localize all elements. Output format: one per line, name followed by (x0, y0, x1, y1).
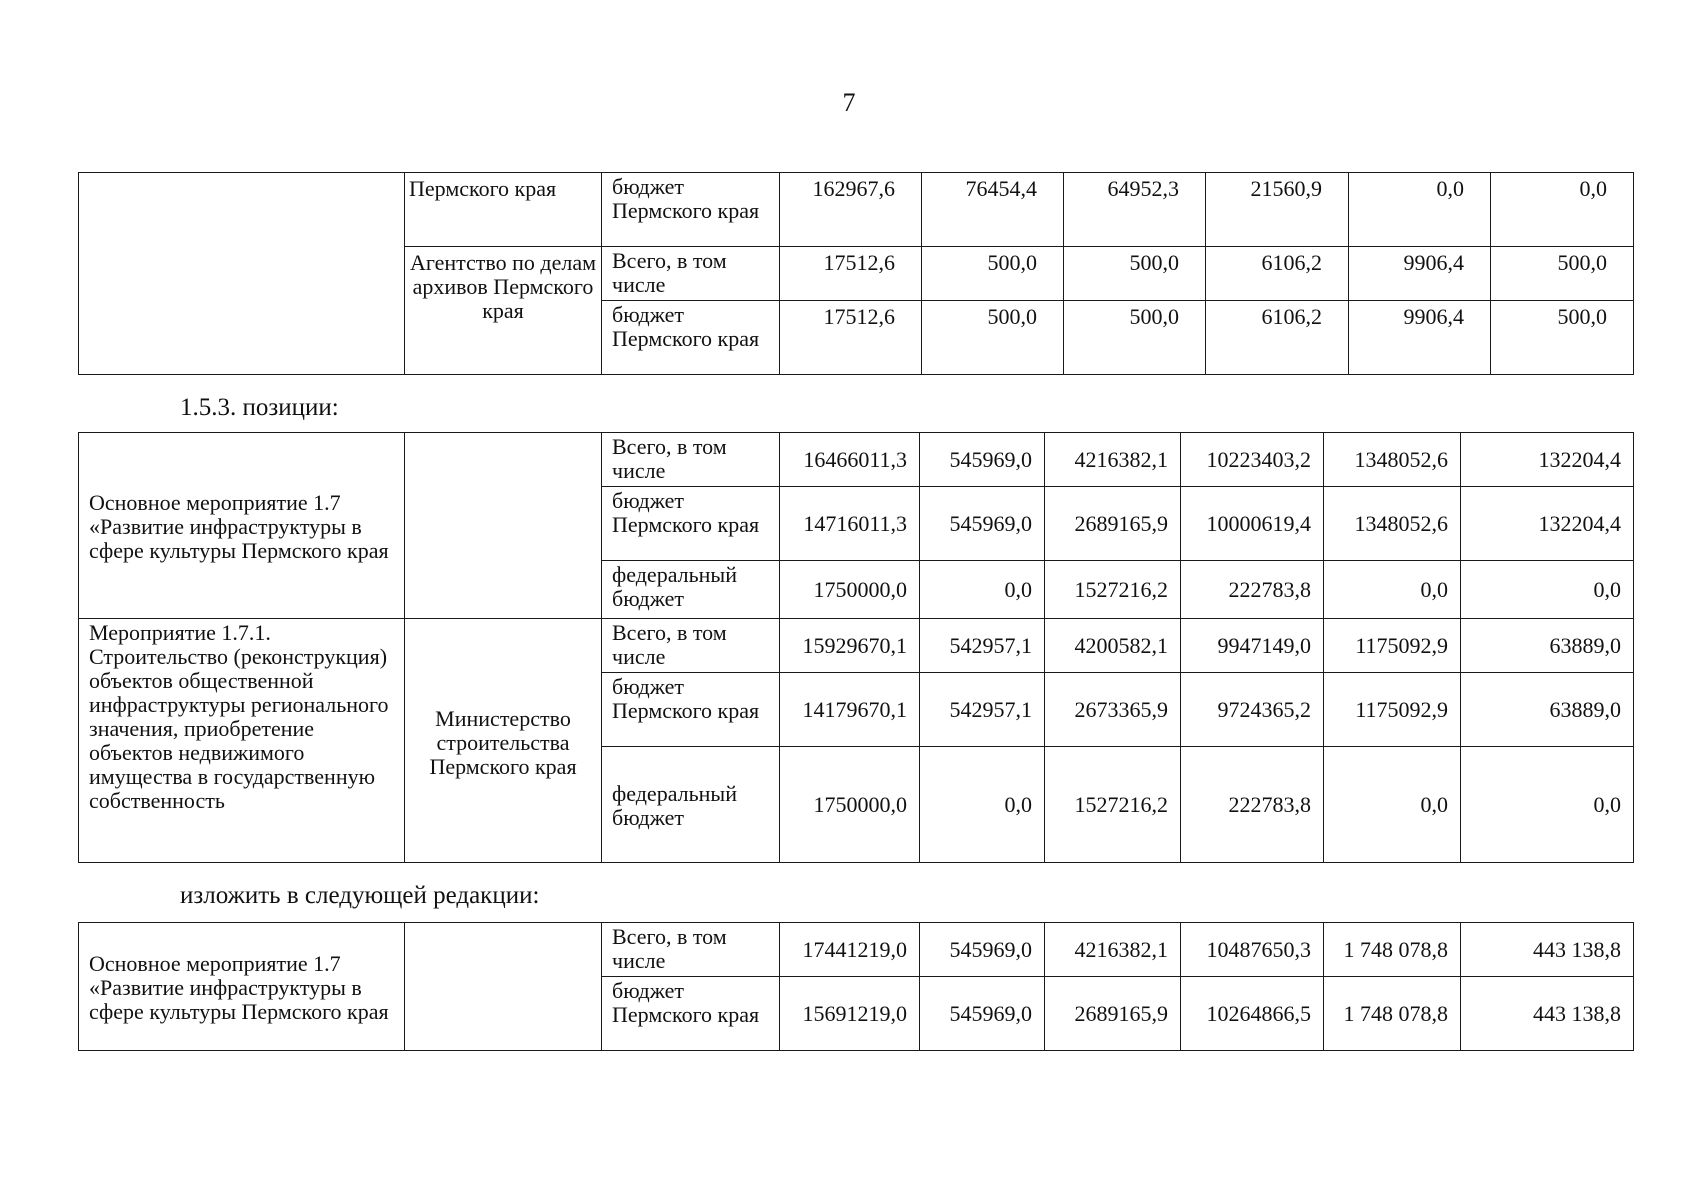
value-cell: 545969,0 (920, 487, 1045, 561)
funding-source-cell: бюджет Пермского края (602, 487, 780, 561)
value-cell: 14716011,3 (780, 487, 920, 561)
executor-cell: Пермского края (405, 173, 602, 247)
value-cell: 0,0 (1324, 561, 1461, 619)
value-cell: 0,0 (1461, 561, 1634, 619)
value-cell: 1527216,2 (1045, 747, 1181, 863)
value-cell: 10000619,4 (1181, 487, 1324, 561)
value-cell: 0,0 (920, 561, 1045, 619)
value-cell: 500,0 (922, 301, 1064, 375)
empty-executor-cell (405, 923, 602, 1051)
funding-source-cell: бюджет Пермского края (602, 301, 780, 375)
value-cell: 500,0 (1491, 247, 1634, 301)
value-cell: 542957,1 (920, 619, 1045, 673)
value-cell: 0,0 (1491, 173, 1634, 247)
value-cell: 4216382,1 (1045, 923, 1181, 977)
budget-table-old (78, 432, 1634, 863)
value-cell: 545969,0 (920, 977, 1045, 1051)
value-cell: 545969,0 (920, 923, 1045, 977)
value-cell: 17441219,0 (780, 923, 920, 977)
value-cell: 4200582,1 (1045, 619, 1181, 673)
section-heading-new-edition: изложить в следующей редакции: (180, 882, 540, 909)
value-cell: 1348052,6 (1324, 433, 1461, 487)
budget-table-new (78, 922, 1634, 1051)
funding-source-cell: бюджет Пермского края (602, 673, 780, 747)
value-cell: 10223403,2 (1181, 433, 1324, 487)
value-cell: 10264866,5 (1181, 977, 1324, 1051)
funding-source-cell: Всего, в том числе (602, 619, 780, 673)
empty-executor-cell (405, 433, 602, 619)
value-cell: 500,0 (1064, 247, 1206, 301)
funding-source-cell: федеральный бюджет (602, 747, 780, 863)
value-cell: 1527216,2 (1045, 561, 1181, 619)
table-row (79, 173, 1634, 247)
value-cell: 0,0 (1324, 747, 1461, 863)
value-cell: 222783,8 (1181, 747, 1324, 863)
value-cell: 0,0 (1349, 173, 1491, 247)
value-cell: 15929670,1 (780, 619, 920, 673)
value-cell: 500,0 (922, 247, 1064, 301)
value-cell: 2689165,9 (1045, 977, 1181, 1051)
value-cell: 443 138,8 (1461, 923, 1634, 977)
value-cell: 2689165,9 (1045, 487, 1181, 561)
value-cell: 1175092,9 (1324, 673, 1461, 747)
table-row (79, 619, 1634, 673)
value-cell: 2673365,9 (1045, 673, 1181, 747)
value-cell: 0,0 (1461, 747, 1634, 863)
empty-name-cell (79, 173, 405, 375)
main-event-name: Основное мероприятие 1.7 «Развитие инфраструктуры в сфере культуры Пермского края (79, 923, 405, 1051)
table-row (79, 923, 1634, 977)
value-cell: 132204,4 (1461, 433, 1634, 487)
funding-source-cell: федеральный бюджет (602, 561, 780, 619)
value-cell: 6106,2 (1206, 301, 1349, 375)
value-cell: 545969,0 (920, 433, 1045, 487)
value-cell: 500,0 (1064, 301, 1206, 375)
funding-source-cell: Всего, в том числе (602, 923, 780, 977)
value-cell: 500,0 (1491, 301, 1634, 375)
value-cell: 9947149,0 (1181, 619, 1324, 673)
value-cell: 222783,8 (1181, 561, 1324, 619)
value-cell: 162967,6 (780, 173, 922, 247)
value-cell: 443 138,8 (1461, 977, 1634, 1051)
value-cell: 1750000,0 (780, 747, 920, 863)
value-cell: 1750000,0 (780, 561, 920, 619)
funding-source-cell: бюджет Пермского края (602, 173, 780, 247)
value-cell: 63889,0 (1461, 619, 1634, 673)
value-cell: 132204,4 (1461, 487, 1634, 561)
section-heading-positions: 1.5.3. позиции: (180, 394, 339, 421)
value-cell: 15691219,0 (780, 977, 920, 1051)
value-cell: 1175092,9 (1324, 619, 1461, 673)
value-cell: 64952,3 (1064, 173, 1206, 247)
value-cell: 16466011,3 (780, 433, 920, 487)
executor-cell: Агентство по делам архивов Пермского края (405, 247, 602, 375)
value-cell: 21560,9 (1206, 173, 1349, 247)
value-cell: 76454,4 (922, 173, 1064, 247)
value-cell: 9906,4 (1349, 301, 1491, 375)
value-cell: 1 748 078,8 (1324, 977, 1461, 1051)
value-cell: 10487650,3 (1181, 923, 1324, 977)
main-event-name: Основное мероприятие 1.7 «Развитие инфраструктуры в сфере культуры Пермского края (79, 433, 405, 619)
value-cell: 9906,4 (1349, 247, 1491, 301)
budget-table-continuation (78, 172, 1634, 375)
value-cell: 1348052,6 (1324, 487, 1461, 561)
sub-event-name: Мероприятие 1.7.1. Строительство (реконструкция) объектов общественной инфраструктуры регионального значения, приобретение объектов недвижимого имущества в государственную собственность (79, 619, 405, 863)
value-cell: 1 748 078,8 (1324, 923, 1461, 977)
value-cell: 6106,2 (1206, 247, 1349, 301)
value-cell: 14179670,1 (780, 673, 920, 747)
value-cell: 17512,6 (780, 247, 922, 301)
executor-cell: Министерство строительства Пермского края (405, 619, 602, 863)
page-number: 7 (842, 88, 856, 117)
value-cell: 63889,0 (1461, 673, 1634, 747)
table-row (79, 433, 1634, 487)
value-cell: 4216382,1 (1045, 433, 1181, 487)
funding-source-cell: бюджет Пермского края (602, 977, 780, 1051)
value-cell: 9724365,2 (1181, 673, 1324, 747)
value-cell: 542957,1 (920, 673, 1045, 747)
funding-source-cell: Всего, в том числе (602, 247, 780, 301)
value-cell: 0,0 (920, 747, 1045, 863)
value-cell: 17512,6 (780, 301, 922, 375)
funding-source-cell: Всего, в том числе (602, 433, 780, 487)
